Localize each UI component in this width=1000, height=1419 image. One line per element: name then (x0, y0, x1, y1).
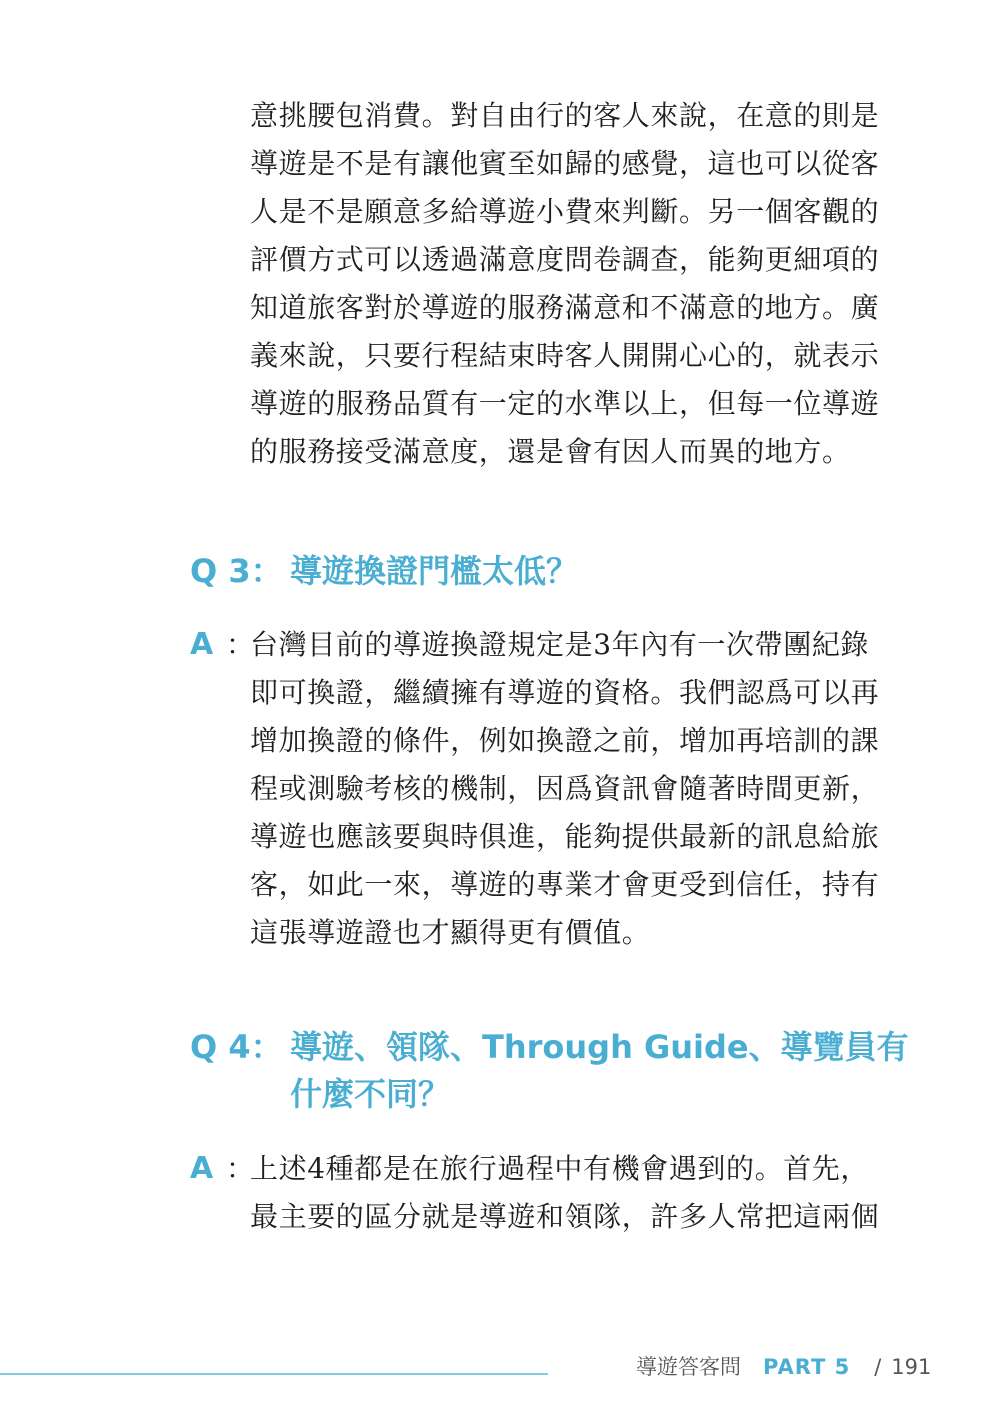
footer-separator: / (874, 1355, 882, 1379)
answer-4-paragraph (250, 1145, 890, 1241)
question-4-number: Q 4： (190, 1028, 283, 1066)
answer-3-line: 即可換證，繼續擁有導遊的資格。我們認爲可以再 (250, 676, 880, 709)
footer-section-title: 導遊答客問 (636, 1355, 741, 1379)
intro-line: 知道旅客對於導遊的服務滿意和不滿意的地方。廣 (250, 291, 880, 324)
intro-line: 導遊是不是有讓他賓至如歸的感覺，這也可以從客 (250, 147, 880, 180)
intro-line: 意挑腰包消費。對自由行的客人來說，在意的則是 (250, 99, 880, 132)
intro-line: 義來說，只要行程結束時客人開開心心的，就表示 (250, 339, 880, 372)
intro-line: 的服務接受滿意度，還是會有因人而異的地方。 (250, 435, 851, 468)
question-3-number: Q 3： (190, 552, 283, 590)
answer-4-mark: A (190, 1151, 214, 1186)
answer-3-mark: A (190, 627, 214, 662)
answer-3-line: 這張導遊證也才顯得更有價值。 (250, 916, 651, 949)
answer-3-line: 增加換證的條件，例如換證之前，增加再培訓的課 (250, 724, 880, 757)
page-number: 191 (891, 1355, 932, 1379)
question-4-title-line-1: 導遊、領隊、Through Guide、導覽員有 (290, 1028, 909, 1066)
page-footer (636, 1352, 931, 1382)
intro-line: 導遊的服務品質有一定的水準以上，但每一位導遊 (250, 387, 880, 420)
answer-3-colon: ： (226, 628, 255, 661)
question-3-title: 導遊換證門檻太低？ (290, 552, 579, 590)
footer-rule (0, 1373, 548, 1375)
question-4-heading (190, 1024, 910, 1120)
question-4-title-line-2: 什麼不同？ (290, 1075, 451, 1113)
answer-3-line: 程或測驗考核的機制，因爲資訊會隨著時間更新， (250, 772, 880, 805)
intro-paragraph (250, 92, 890, 476)
footer-part-label: PART 5 (763, 1355, 851, 1379)
answer-3-paragraph (250, 621, 890, 957)
answer-3-line: 客，如此一來，導遊的專業才會更受到信任，持有 (250, 868, 880, 901)
answer-4-line: 最主要的區分就是導遊和領隊，許多人常把這兩個 (250, 1200, 880, 1233)
intro-line: 評價方式可以透過滿意度問卷調查，能夠更細項的 (250, 243, 880, 276)
answer-4-colon: ： (226, 1152, 255, 1185)
answer-3-line: 台灣目前的導遊換證規定是3年內有一次帶團紀錄 (250, 628, 870, 661)
intro-line: 人是不是願意多給導遊小費來判斷。另一個客觀的 (250, 195, 880, 228)
answer-4-line: 上述4種都是在旅行過程中有機會遇到的。首先， (250, 1152, 870, 1185)
answer-3-line: 導遊也應該要與時俱進，能夠提供最新的訊息給旅 (250, 820, 880, 853)
